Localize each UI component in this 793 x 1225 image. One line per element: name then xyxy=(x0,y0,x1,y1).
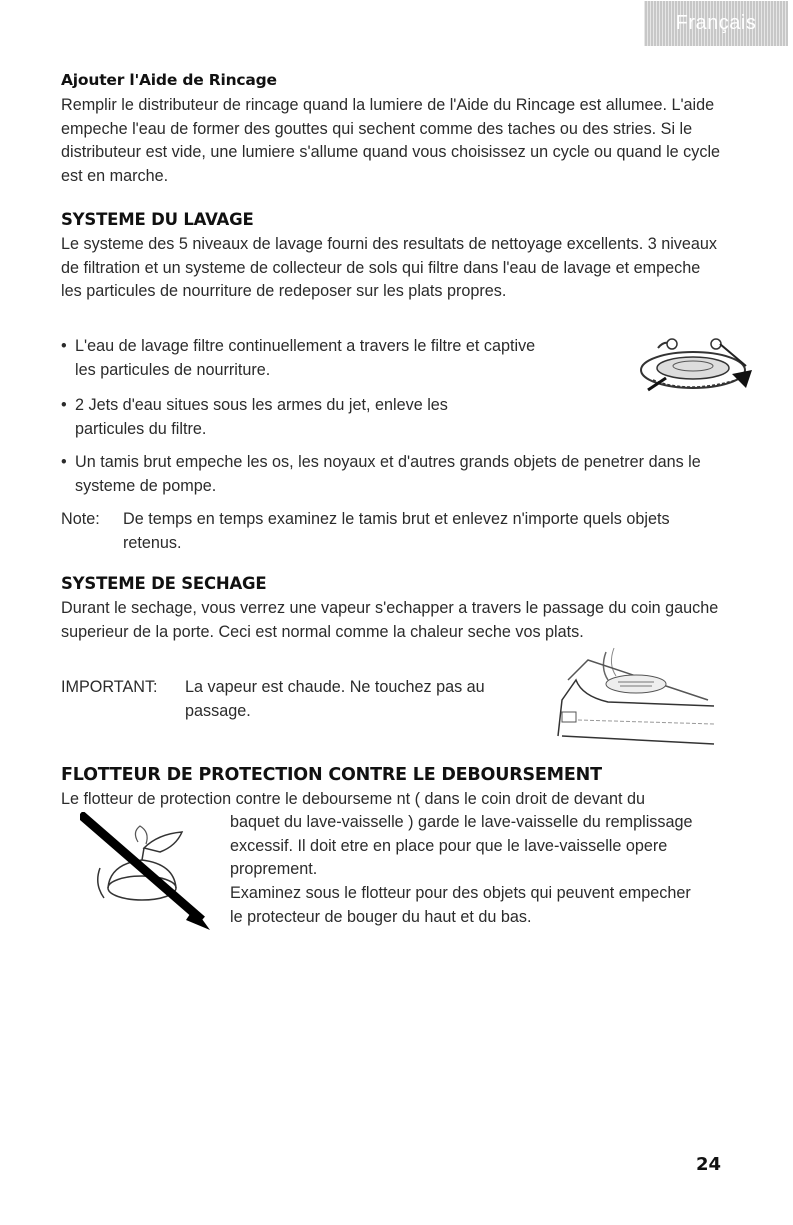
wash-note xyxy=(61,508,701,555)
page-number: 24 xyxy=(696,1154,722,1175)
note-text: De temps en temps examinez le tamis brut et enlevez n'importe quels objets retenus. xyxy=(123,510,670,552)
rinse-aid-heading: Ajouter l'Aide de Rincage xyxy=(61,71,277,89)
important-label: IMPORTANT: xyxy=(61,678,158,696)
list-item: • L'eau de lavage filtre continuellement a travers le filtre et captive les particules de nourriture. xyxy=(61,335,536,382)
float-illustration xyxy=(80,812,220,932)
drying-important xyxy=(61,676,521,723)
wash-system-intro: Le systeme des 5 niveaux de lavage fourni des resultats de nettoyage excellents. 3 niveaux de filtration et un systeme de collecteur de sols qui filtre dans l'eau de lavage et empeche les particules de nourriture de redeposer sur les plats propres. xyxy=(61,235,717,300)
language-label: Français xyxy=(675,12,757,34)
bullet-text: L'eau de lavage filtre continuellement a travers le filtre et captive les particules de nourriture. xyxy=(75,337,536,379)
float-body2: Examinez sous le flotteur pour des objets qui peuvent empecher le protecteur de bouger du haut et du bas. xyxy=(230,884,691,926)
drying-system-heading: SYSTEME DE SECHAGE xyxy=(61,574,267,593)
list-item: • Un tamis brut empeche les os, les noyaux et d'autres grands objets de penetrer dans le systeme de pompe. xyxy=(61,451,731,498)
steam-vent-illustration xyxy=(548,640,718,750)
list-item: • 2 Jets d'eau situes sous les armes du jet, enleve les particules du filtre. xyxy=(61,394,521,441)
filter-illustration xyxy=(628,330,768,410)
drying-system-body: Durant le sechage, vous verrez une vapeur s'echapper a travers le passage du coin gauche superieur de la porte. Ceci est normal comme la chaleur seche vos plats. xyxy=(61,599,719,641)
rinse-aid-body: Remplir le distributeur de rincage quand la lumiere de l'Aide du Rincage est allumee. L'aide empeche l'eau de former des gouttes qui sechent comme des taches ou des stries. Si le distributeur est vide, une lumiere s'allume quand vous choisissez un cycle ou quand le cycle est en marche. xyxy=(61,96,721,185)
float-body: baquet du lave-vaisselle ) garde le lave-vaisselle du remplissage excessif. Il doit etre en place pour que le lave-vaisselle opere proprement. xyxy=(230,813,693,878)
float-line1: Le flotteur de protection contre le debourseme nt ( dans le coin droit de devant du xyxy=(61,790,646,808)
bullet-text: 2 Jets d'eau situes sous les armes du jet, enleve les particules du filtre. xyxy=(75,396,448,438)
language-tab xyxy=(644,1,788,46)
float-heading: FLOTTEUR DE PROTECTION CONTRE LE DEBOURSEMENT xyxy=(61,765,602,785)
note-label: Note: xyxy=(61,510,100,528)
important-text: La vapeur est chaude. Ne touchez pas au passage. xyxy=(185,678,485,720)
bullet-text: Un tamis brut empeche les os, les noyaux et d'autres grands objets de penetrer dans le systeme de pompe. xyxy=(75,453,701,495)
wash-system-heading: SYSTEME DU LAVAGE xyxy=(61,210,254,229)
